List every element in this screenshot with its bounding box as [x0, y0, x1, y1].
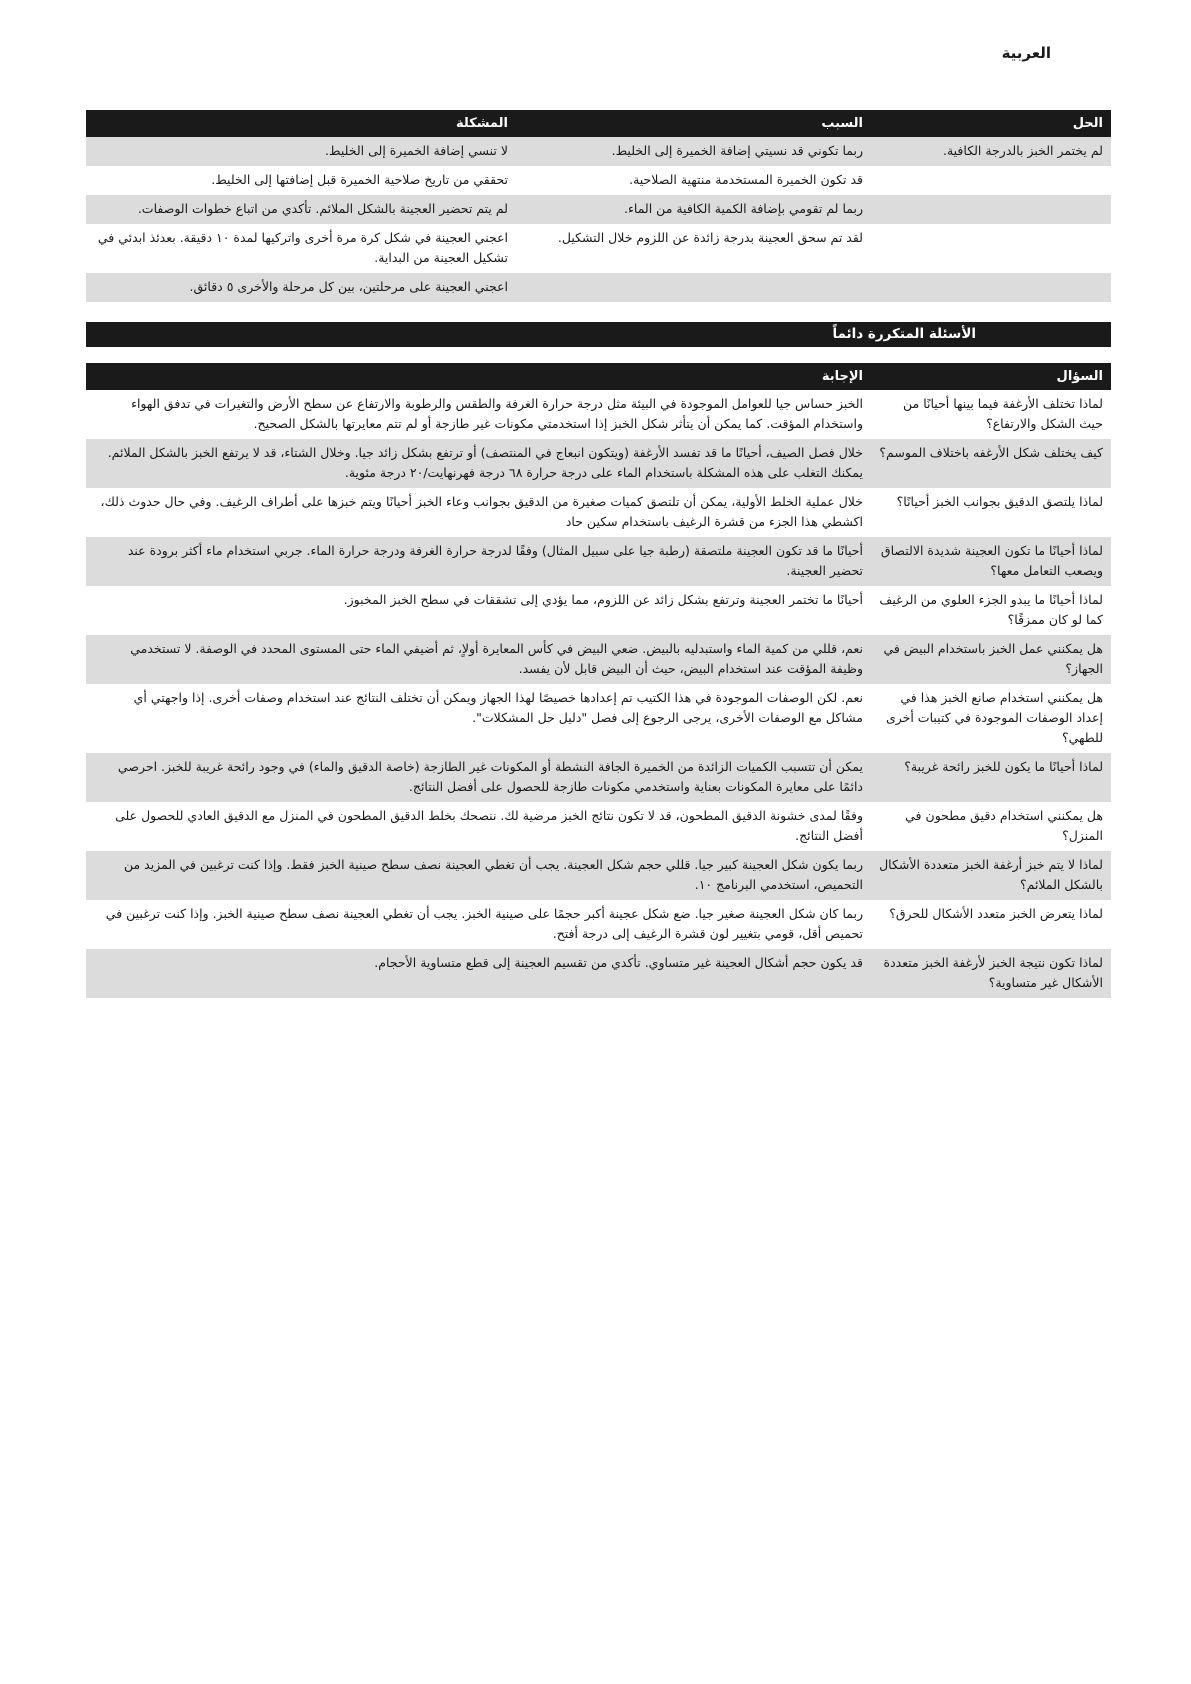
- column-header-question: السؤال: [871, 363, 1111, 390]
- question-cell: كيف يختلف شكل الأرغفه باختلاف الموسم؟: [871, 439, 1111, 488]
- table-row: [86, 137, 1111, 166]
- table-row: [86, 684, 1111, 753]
- problem-cell: اعجني العجينة على مرحلتين، بين كل مرحلة والأخرى ٥ دقائق.: [86, 273, 516, 302]
- table-row: [86, 195, 1111, 224]
- answer-cell: ربما كان شكل العجينة صغير جيا. ضع شكل عجينة أكبر حجمًا على صينية الخبز. يجب أن تغطي العجينة نصف سطح صينية الخبز. وإذا كنت ترغبين في تحميص أقل، قومي بتغيير لون قشرة الرغيف إلى درجة أفتح.: [105, 906, 863, 941]
- question-cell: لماذا أحيانًا ما يبدو الجزء العلوي من الرغيف كما لو كان ممزقًا؟: [879, 592, 1103, 627]
- table-row: [86, 802, 1111, 851]
- column-header-answer: الإجابة: [86, 363, 871, 390]
- answer-cell: الخبز حساس جيا للعوامل الموجودة في البيئة مثل درجة حرارة الغرفة والطقس والرطوبة والارتفاع عن سطح الأرض والتغيرات في تدفق الهواء واستخدام المؤقت. كما يمكن أن يتأثر شكل الخبز إذا استخدمتي مكونات غير طازجة أو لم تتم معايرتها بالشكل الصحيح.: [131, 396, 863, 431]
- answer-cell: أحيانًا ما تختمر العجينة وترتفع بشكل زائد عن اللزوم، مما يؤدي إلى تشققات في سطح الخبز المخبوز.: [343, 592, 863, 607]
- table-row: [86, 851, 1111, 900]
- table-row: [86, 390, 1111, 439]
- cause-cell: ربما لم تقومي بإضافة الكمية الكافية من الماء.: [516, 195, 871, 224]
- language-label: العربية: [1001, 44, 1051, 62]
- table-row: [86, 949, 1111, 998]
- answer-cell: قد يكون حجم أشكال العجينة غير متساوي. تأكدي من تقسيم العجينة إلى قطع متساوية الأحجام.: [86, 949, 871, 998]
- table-row: [86, 586, 1111, 635]
- question-cell: لماذا أحيانًا ما يكون للخبز رائحة غريبة؟: [871, 753, 1111, 802]
- answer-cell: ربما يكون شكل العجينة كبير جيا. قللي حجم شكل العجينة. يجب أن تغطي العجينة نصف سطح صينية الخبز فقط. وإذا كنت ترغبين في المزيد من التحميص، استخدمي البرنامج ١٠.: [86, 851, 871, 900]
- question-cell: هل يمكنني عمل الخبز باستخدام البيض في الجهاز؟: [871, 635, 1111, 684]
- question-cell: هل يمكنني استخدام صانع الخبز هذا في إعداد الوصفات الموجودة في كتيبات أخرى للطهي؟: [885, 690, 1103, 745]
- answer-cell: خلال فصل الصيف، أحيانًا ما قد تفسد الأرغفة (ويتكون انبعاج في المنتصف) أو ترتفع بشكل زائد جيا. وخلال الشتاء، قد لا يرتفع الخبز بالشكل الملائم. يمكنك التغلب على هذه المشكلة باستخدام الماء على درجة حرارة ٦٨ درجة فهرنهايت/٢٠ درجة مئوية.: [86, 439, 871, 488]
- faq-header-row: [86, 363, 1111, 390]
- answer-cell: نعم. لكن الوصفات الموجودة في هذا الكتيب تم إعدادها خصيصًا لهذا الجهاز ويمكن أن تختلف النتائج عند استخدام وصفات أخرى. إذا واجهتي أي مشاكل مع الوصفات الأخرى، يرجى الرجوع إلى فصل "دليل حل المشكلات".: [133, 690, 863, 725]
- table-row: [86, 166, 1111, 195]
- solution-cell: [871, 224, 1111, 273]
- answer-cell: خلال عملية الخلط الأولية، يمكن أن تلتصق كميات صغيرة من الدقيق بجوانب وعاء الخبز أحيانًا ويتم خبزها على أطراف الرغيف. وفي حال حدوث ذلك، اكشطي هذا الجزء من قشرة الرغيف باستخدام سكين حاد: [100, 494, 863, 529]
- troubleshooting-table: [86, 110, 1111, 302]
- solution-cell: لم يختمر الخبز بالدرجة الكافية.: [871, 137, 1111, 166]
- solution-cell: [871, 166, 1111, 195]
- solution-cell: [871, 195, 1111, 224]
- problem-cell: لا تنسي إضافة الخميرة إلى الخليط.: [86, 137, 516, 166]
- question-cell: لماذا أحيانًا ما تكون العجينة شديدة الالتصاق ويصعب التعامل معها؟: [871, 537, 1111, 586]
- answer-cell: يمكن أن تتسبب الكميات الزائدة من الخميرة الجافة النشطة أو المكونات غير الطازجة (خاصة الدقيق والماء) في وجود رائحة غريبة للخبز. احرصي دائمًا على معايرة المكونات بعناية واستخدمي مكونات طازجة للحصول على أفضل النتائج.: [86, 753, 871, 802]
- column-header-problem: المشكلة: [86, 110, 516, 137]
- table-row: [86, 537, 1111, 586]
- answer-cell: وفقًا لمدى خشونة الدقيق المطحون، قد لا تكون نتائج الخبز مرضية لك. ننصحك بخلط الدقيق المطحون في المنزل مع الدقيق العادي للحصول على أفضل النتائج.: [115, 808, 863, 843]
- question-cell: لماذا تكون نتيجة الخبز لأرغفة الخبز متعددة الأشكال غير متساوية؟: [871, 949, 1111, 998]
- problem-cell: لم يتم تحضير العجينة بالشكل الملائم. تأكدي من اتباع خطوات الوصفات.: [86, 195, 516, 224]
- answer-cell: أحيانًا ما قد تكون العجينة ملتصقة (رطبة جيا على سبيل المثال) وفقًا لدرجة حرارة الغرفة ودرجة حرارة الماء. جربي استخدام ماء أكثر برودة عند تحضير العجينة.: [86, 537, 871, 586]
- cause-cell: ربما تكوني قد نسيتي إضافة الخميرة إلى الخليط.: [516, 137, 871, 166]
- question-cell: لماذا لا يتم خبز أرغفة الخبز متعددة الأشكال بالشكل الملائم؟: [871, 851, 1111, 900]
- question-cell: لماذا تختلف الأرغفة فيما بينها أحيانًا من حيث الشكل والارتفاع؟: [903, 396, 1103, 431]
- question-cell: هل يمكنني استخدام دقيق مطحون في المنزل؟: [905, 808, 1103, 843]
- table-row: [86, 439, 1111, 488]
- troubleshooting-header-row: [86, 110, 1111, 137]
- problem-cell: اعجني العجينة في شكل كرة مرة أخرى واتركيها لمدة ١٠ دقيقة. بعدئذ ابدئي في تشكيل العجينة من البداية.: [97, 230, 508, 265]
- question-cell: لماذا يتعرض الخبز متعدد الأشكال للحرق؟: [889, 906, 1103, 921]
- column-header-solution: الحل: [871, 110, 1111, 137]
- column-header-cause: السبب: [516, 110, 871, 137]
- table-row: [86, 753, 1111, 802]
- cause-cell: [516, 273, 871, 302]
- solution-cell: [871, 273, 1111, 302]
- faq-table: [86, 363, 1111, 998]
- cause-cell: قد تكون الخميرة المستخدمة منتهية الصلاحية.: [629, 172, 863, 187]
- table-row: [86, 224, 1111, 273]
- faq-title-text: الأسئلة المتكررة دائماً: [832, 326, 976, 342]
- table-row: [86, 900, 1111, 949]
- cause-cell: لقد تم سحق العجينة بدرجة زائدة عن اللزوم خلال التشكيل.: [557, 230, 863, 245]
- table-row: [86, 488, 1111, 537]
- problem-cell: تحققي من تاريخ صلاحية الخميرة قبل إضافتها إلى الخليط.: [211, 172, 508, 187]
- question-cell: لماذا يلتصق الدقيق بجوانب الخبز أحيانًا؟: [896, 494, 1103, 509]
- table-row: [86, 273, 1111, 302]
- table-row: [86, 635, 1111, 684]
- faq-section-title: [86, 322, 1111, 347]
- answer-cell: نعم، قللي من كمية الماء واستبدليه بالبيض. ضعي البيض في كأس المعايرة أولاٍ، ثم أضيفي الماء حتى المستوى المحدد في الوصفة. لا تستخدمي وظيفة المؤقت عند استخدام البيض، حيث أن البيض قابل لأن يفسد.: [86, 635, 871, 684]
